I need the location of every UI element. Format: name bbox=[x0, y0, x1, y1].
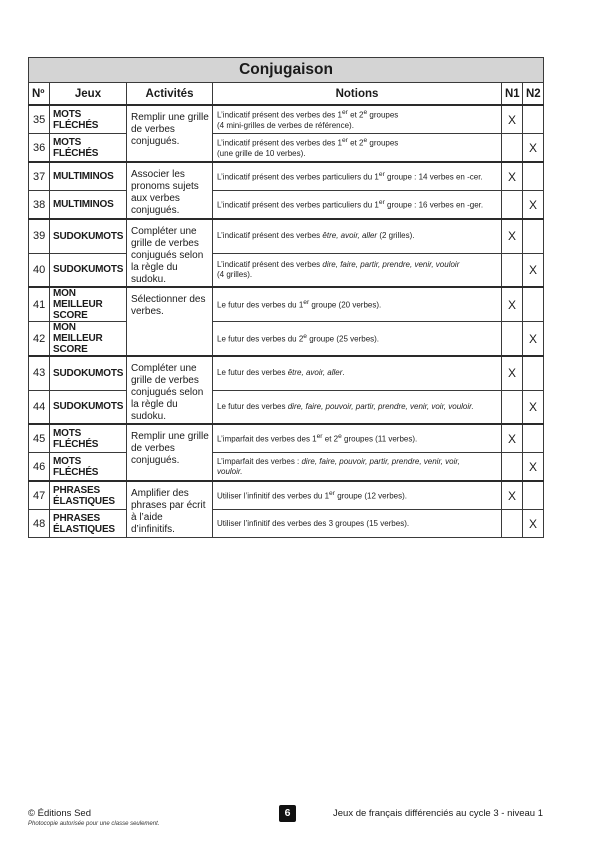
row-number: 48 bbox=[29, 510, 50, 538]
row-jeu: PHRASES ÉLASTIQUES bbox=[50, 481, 127, 510]
row-activite: Sélectionner des verbes. bbox=[127, 287, 213, 356]
row-notion: L’indicatif présent des verbes particuliers du 1er groupe : 14 verbes en -cer. bbox=[213, 162, 502, 191]
row-n2-mark: X bbox=[523, 134, 544, 163]
row-jeu: MOTS FLÉCHÉS bbox=[50, 453, 127, 482]
row-n1-mark bbox=[502, 390, 523, 424]
row-notion: Utiliser l’infinitif des verbes des 3 groupes (15 verbes). bbox=[213, 510, 502, 538]
row-notion: L’indicatif présent des verbes être, avoir, aller (2 grilles). bbox=[213, 219, 502, 253]
row-jeu: MON MEILLEUR SCORE bbox=[50, 287, 127, 322]
header-notions: Notions bbox=[213, 83, 502, 106]
row-n2-mark: X bbox=[523, 322, 544, 357]
row-n2-mark bbox=[523, 105, 544, 134]
row-n1-mark bbox=[502, 322, 523, 357]
row-notion: L’indicatif présent des verbes des 1er et 2e groupes (une grille de 10 verbes). bbox=[213, 134, 502, 163]
row-number: 45 bbox=[29, 424, 50, 453]
row-n2-mark bbox=[523, 481, 544, 510]
row-n1-mark: X bbox=[502, 481, 523, 510]
row-jeu: PHRASES ÉLASTIQUES bbox=[50, 510, 127, 538]
row-n1-mark: X bbox=[502, 219, 523, 253]
row-activite: Compléter une grille de verbes conjugués selon la règle du sudoku. bbox=[127, 356, 213, 424]
row-jeu: MOTS FLÉCHÉS bbox=[50, 424, 127, 453]
row-notion: Le futur des verbes du 2e groupe (25 verbes). bbox=[213, 322, 502, 357]
row-activite: Remplir une grille de verbes conjugués. bbox=[127, 424, 213, 481]
table-row bbox=[29, 287, 544, 322]
row-n2-mark bbox=[523, 356, 544, 390]
row-notion: L’indicatif présent des verbes particuliers du 1er groupe : 16 verbes en -ger. bbox=[213, 191, 502, 220]
row-number: 43 bbox=[29, 356, 50, 390]
row-jeu: MOTS FLÉCHÉS bbox=[50, 134, 127, 163]
row-notion: L’indicatif présent des verbes dire, faire, partir, prendre, venir, vouloir (4 grilles). bbox=[213, 253, 502, 287]
row-number: 38 bbox=[29, 191, 50, 220]
row-number: 40 bbox=[29, 253, 50, 287]
row-n1-mark: X bbox=[502, 424, 523, 453]
row-n1-mark bbox=[502, 191, 523, 220]
row-jeu: SUDOKUMOTS bbox=[50, 390, 127, 424]
row-n2-mark: X bbox=[523, 390, 544, 424]
header-activites: Activités bbox=[127, 83, 213, 106]
row-jeu: MULTIMINOS bbox=[50, 191, 127, 220]
table-row bbox=[29, 481, 544, 510]
table-row bbox=[29, 134, 544, 163]
row-jeu: SUDOKUMOTS bbox=[50, 253, 127, 287]
row-notion: L’imparfait des verbes des 1er et 2e groupes (11 verbes). bbox=[213, 424, 502, 453]
row-n2-mark bbox=[523, 219, 544, 253]
row-n1-mark: X bbox=[502, 162, 523, 191]
row-activite: Amplifier des phrases par écrit à l’aide d’infinitifs. bbox=[127, 481, 213, 538]
row-number: 36 bbox=[29, 134, 50, 163]
footer-series-title: Jeux de français différenciés au cycle 3 - niveau 1 bbox=[333, 808, 543, 819]
row-notion: L’imparfait des verbes : dire, faire, pouvoir, partir, prendre, venir, voir, vouloir. bbox=[213, 453, 502, 482]
row-n2-mark: X bbox=[523, 453, 544, 482]
table-row bbox=[29, 219, 544, 253]
row-n1-mark bbox=[502, 134, 523, 163]
row-jeu: MULTIMINOS bbox=[50, 162, 127, 191]
conjugaison-table bbox=[28, 57, 544, 538]
footer-copy-note: Photocopie autorisée pour une classe seulement. bbox=[28, 821, 160, 827]
table-row bbox=[29, 356, 544, 390]
row-number: 42 bbox=[29, 322, 50, 357]
table-row bbox=[29, 191, 544, 220]
row-n1-mark: X bbox=[502, 105, 523, 134]
table-row bbox=[29, 390, 544, 424]
header-n2: N2 bbox=[523, 83, 544, 106]
row-n2-mark: X bbox=[523, 191, 544, 220]
row-jeu: MOTS FLÉCHÉS bbox=[50, 105, 127, 134]
header-num: Nº bbox=[29, 83, 50, 106]
row-notion: Le futur des verbes dire, faire, pouvoir, partir, prendre, venir, voir, vouloir. bbox=[213, 390, 502, 424]
row-number: 41 bbox=[29, 287, 50, 322]
row-notion: Le futur des verbes du 1er groupe (20 verbes). bbox=[213, 287, 502, 322]
row-n2-mark bbox=[523, 162, 544, 191]
table-title: Conjugaison bbox=[29, 58, 544, 83]
table-row bbox=[29, 453, 544, 482]
row-number: 47 bbox=[29, 481, 50, 510]
table-row bbox=[29, 162, 544, 191]
row-number: 35 bbox=[29, 105, 50, 134]
row-notion: L’indicatif présent des verbes des 1er et 2e groupes (4 mini-grilles de verbes de référence). bbox=[213, 105, 502, 134]
header-n1: N1 bbox=[502, 83, 523, 106]
footer-publisher: © Éditions Sed bbox=[28, 808, 91, 819]
row-n2-mark: X bbox=[523, 253, 544, 287]
row-notion: Le futur des verbes être, avoir, aller. bbox=[213, 356, 502, 390]
row-number: 46 bbox=[29, 453, 50, 482]
table-row bbox=[29, 424, 544, 453]
row-activite: Associer les pronoms sujets aux verbes conjugués. bbox=[127, 162, 213, 219]
row-n1-mark: X bbox=[502, 356, 523, 390]
row-n2-mark bbox=[523, 287, 544, 322]
row-number: 37 bbox=[29, 162, 50, 191]
row-n1-mark bbox=[502, 253, 523, 287]
table-row bbox=[29, 510, 544, 538]
table-row bbox=[29, 322, 544, 357]
row-n2-mark: X bbox=[523, 510, 544, 538]
row-number: 39 bbox=[29, 219, 50, 253]
row-jeu: SUDOKUMOTS bbox=[50, 219, 127, 253]
page-number: 6 bbox=[279, 805, 296, 822]
row-n1-mark: X bbox=[502, 287, 523, 322]
row-number: 44 bbox=[29, 390, 50, 424]
row-notion: Utiliser l’infinitif des verbes du 1er groupe (12 verbes). bbox=[213, 481, 502, 510]
header-row bbox=[29, 83, 544, 106]
row-jeu: SUDOKUMOTS bbox=[50, 356, 127, 390]
row-activite: Remplir une grille de verbes conjugués. bbox=[127, 105, 213, 162]
row-activite: Compléter une grille de verbes conjugués selon la règle du sudoku. bbox=[127, 219, 213, 287]
row-n1-mark bbox=[502, 510, 523, 538]
row-jeu: MON MEILLEUR SCORE bbox=[50, 322, 127, 357]
table-row bbox=[29, 253, 544, 287]
row-n1-mark bbox=[502, 453, 523, 482]
header-jeux: Jeux bbox=[50, 83, 127, 106]
table-row bbox=[29, 105, 544, 134]
row-n2-mark bbox=[523, 424, 544, 453]
